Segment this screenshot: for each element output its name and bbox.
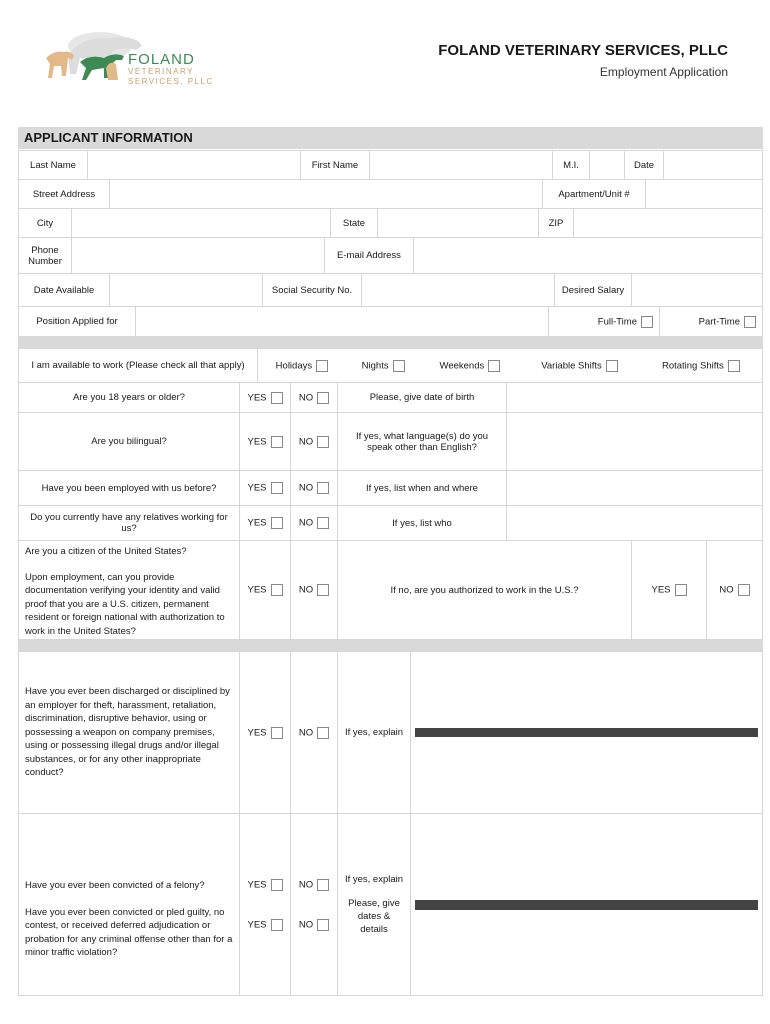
row-position: [18, 306, 763, 337]
ssn-input[interactable]: [362, 274, 555, 307]
date-available-label: Date Available: [19, 274, 110, 307]
felony-q1: Have you ever been convicted of a felony?: [25, 880, 205, 892]
company-title: FOLAND VETERINARY SERVICES, PLLC: [438, 42, 728, 59]
no-label: NO: [298, 482, 314, 494]
yes-label: YES: [247, 727, 267, 739]
first-name-input[interactable]: [370, 151, 553, 180]
yes-checkbox[interactable]: [271, 517, 283, 529]
q18-label: Are you 18 years or older?: [19, 383, 240, 413]
row-date-available: [18, 273, 763, 307]
no-label: NO: [298, 436, 314, 448]
position-label: Position Applied for: [19, 307, 136, 337]
email-input[interactable]: [414, 238, 763, 274]
question-row: [19, 506, 763, 541]
no-checkbox[interactable]: [317, 517, 329, 529]
relatives-follow-input[interactable]: [507, 506, 763, 541]
discharged-label: Have you ever been discharged or disciplined by an employer for theft, harassment, retaliation, discrimination, disruptive behavior, using or possessing a weapon on company premises, using or possessing illegal drugs and/or illegal substances, or for any other inappropriate conduct?: [19, 652, 240, 814]
city-input[interactable]: [72, 209, 331, 238]
yes-checkbox[interactable]: [271, 727, 283, 739]
email-label: E-mail Address: [325, 238, 414, 274]
last-name-input[interactable]: [88, 151, 301, 180]
q18-follow-input[interactable]: [507, 383, 763, 413]
separator-bar: [18, 336, 763, 348]
bilingual-follow-label: If yes, what language(s) do you speak other than English?: [338, 413, 507, 471]
part-time-label: Part-Time: [698, 316, 740, 328]
discharged-explain-label: If yes, explain: [338, 652, 411, 814]
date-input[interactable]: [664, 151, 763, 180]
yes-checkbox[interactable]: [271, 392, 283, 404]
separator-bar-2: [18, 640, 763, 651]
citizen-no: [291, 541, 338, 640]
authorized-no: [707, 541, 763, 640]
citizen-q1: Are you a citizen of the United States?: [25, 546, 187, 557]
felony-label: [19, 814, 240, 996]
no-checkbox[interactable]: [317, 436, 329, 448]
phone-input[interactable]: [72, 238, 325, 274]
phone-label-1: Phone: [31, 244, 59, 256]
phone-label-2: Number: [28, 255, 62, 267]
variable-cell: [519, 349, 639, 383]
street-input[interactable]: [110, 180, 543, 209]
no-label: NO: [298, 919, 314, 931]
employed-follow-input[interactable]: [507, 471, 763, 506]
yes-label: YES: [247, 392, 267, 404]
part-time-checkbox[interactable]: [744, 316, 756, 328]
felony-no: [291, 814, 338, 996]
yes-label: YES: [247, 584, 267, 596]
nights-label: Nights: [361, 360, 389, 372]
date-label: Date: [625, 151, 664, 180]
discharged-explain-lines[interactable]: [411, 652, 763, 814]
ssn-label: Social Security No.: [263, 274, 362, 307]
rotating-checkbox[interactable]: [728, 360, 740, 372]
discharged-yes: [240, 652, 291, 814]
street-label: Street Address: [19, 180, 110, 209]
no-checkbox[interactable]: [738, 584, 750, 596]
yes-label: YES: [247, 517, 267, 529]
phone-label: [19, 238, 72, 274]
relatives-no: [291, 506, 338, 541]
row-name: [18, 150, 763, 180]
yes-label: YES: [247, 879, 267, 891]
state-label: State: [331, 209, 378, 238]
felony-explain-cell: [338, 814, 411, 996]
felony-explain-label: If yes, explain: [344, 873, 404, 885]
felony-table: [18, 813, 763, 996]
relatives-follow-label: If yes, list who: [338, 506, 507, 541]
row-street: [18, 179, 763, 209]
full-time-cell: [549, 307, 660, 337]
variable-checkbox[interactable]: [606, 360, 618, 372]
employed-no: [291, 471, 338, 506]
rotating-cell: [640, 349, 763, 383]
zip-input[interactable]: [574, 209, 763, 238]
q18-no: [291, 383, 338, 413]
question-row: [19, 383, 763, 413]
answer-line: [415, 736, 758, 737]
availability-label: I am available to work (Please check all that apply): [19, 349, 258, 383]
no-checkbox[interactable]: [317, 879, 329, 891]
yes-checkbox[interactable]: [271, 436, 283, 448]
position-input[interactable]: [136, 307, 549, 337]
state-input[interactable]: [378, 209, 539, 238]
weekends-checkbox[interactable]: [488, 360, 500, 372]
mi-label: M.I.: [553, 151, 590, 180]
weekends-cell: [420, 349, 519, 383]
last-name-label: Last Name: [19, 151, 88, 180]
no-checkbox[interactable]: [317, 482, 329, 494]
citizen-q2: Upon employment, can you provide documentation verifying your identity and valid proof that you are a U.S. citizen, permanent resident or foreign national with authorization to work in the United States?: [25, 571, 225, 637]
full-time-checkbox[interactable]: [641, 316, 653, 328]
bilingual-follow-input[interactable]: [507, 413, 763, 471]
no-checkbox[interactable]: [317, 584, 329, 596]
holidays-cell: [258, 349, 346, 383]
zip-label: ZIP: [539, 209, 574, 238]
felony-explain-lines[interactable]: [411, 814, 763, 996]
row-city: [18, 208, 763, 238]
relatives-label: Do you currently have any relatives working for us?: [19, 506, 240, 541]
yes-checkbox[interactable]: [271, 482, 283, 494]
authorized-yes: [632, 541, 707, 640]
no-label: NO: [719, 584, 734, 596]
questions-table: [18, 382, 763, 541]
felony-yes: [240, 814, 291, 996]
apt-input[interactable]: [646, 180, 763, 209]
nights-checkbox[interactable]: [393, 360, 405, 372]
question-row: [19, 471, 763, 506]
part-time-cell: [660, 307, 763, 337]
q18-yes: [240, 383, 291, 413]
logo-sub2: SERVICES, PLLC: [128, 77, 214, 86]
discharged-table: [18, 651, 763, 814]
felony-q2: Have you ever been convicted or pled guilty, no contest, or received deferred adjudication or probation for any criminal offense other than for a minor traffic violation?: [25, 906, 233, 959]
no-label: NO: [298, 584, 314, 596]
yes-label: YES: [247, 482, 267, 494]
weekends-label: Weekends: [439, 360, 485, 372]
form-subtitle: Employment Application: [599, 65, 728, 79]
city-label: City: [19, 209, 72, 238]
no-checkbox[interactable]: [317, 392, 329, 404]
section-applicant-info: APPLICANT INFORMATION: [18, 127, 763, 149]
first-name-label: First Name: [301, 151, 370, 180]
rotating-label: Rotating Shifts: [661, 360, 724, 372]
q18-follow-label: Please, give date of birth: [338, 383, 507, 413]
no-label: NO: [298, 727, 314, 739]
yes-checkbox[interactable]: [271, 879, 283, 891]
no-label: NO: [298, 392, 314, 404]
date-available-input[interactable]: [110, 274, 263, 307]
employed-follow-label: If yes, list when and where: [338, 471, 507, 506]
yes-checkbox[interactable]: [271, 584, 283, 596]
felony-dates-label: Please, give dates & details: [348, 897, 400, 935]
mi-input[interactable]: [590, 151, 625, 180]
salary-input[interactable]: [632, 274, 763, 307]
yes-label: YES: [247, 436, 267, 448]
answer-lines: [411, 720, 762, 745]
authorized-label: If no, are you authorized to work in the U.S.?: [338, 541, 632, 640]
no-label: NO: [298, 879, 314, 891]
full-time-label: Full-Time: [597, 316, 637, 328]
nights-cell: [346, 349, 421, 383]
salary-label: Desired Salary: [555, 274, 632, 307]
apt-label: Apartment/Unit #: [543, 180, 646, 209]
citizen-table: [18, 540, 763, 640]
no-checkbox[interactable]: [317, 919, 329, 931]
employed-yes: [240, 471, 291, 506]
answer-lines: [411, 892, 762, 918]
bilingual-no: [291, 413, 338, 471]
discharged-no: [291, 652, 338, 814]
logo-text: [128, 52, 214, 87]
answer-line: [415, 909, 758, 910]
citizen-label: [19, 541, 240, 640]
yes-checkbox[interactable]: [271, 919, 283, 931]
bilingual-label: Are you bilingual?: [19, 413, 240, 471]
employed-label: Have you been employed with us before?: [19, 471, 240, 506]
no-checkbox[interactable]: [317, 727, 329, 739]
yes-checkbox[interactable]: [675, 584, 687, 596]
row-phone: [18, 237, 763, 274]
yes-label: YES: [651, 584, 671, 596]
holidays-label: Holidays: [275, 360, 313, 372]
yes-label: YES: [247, 919, 267, 931]
variable-label: Variable Shifts: [541, 360, 602, 372]
question-row: [19, 413, 763, 471]
logo-main: FOLAND: [128, 51, 195, 68]
logo-sub1: VETERINARY: [128, 67, 194, 76]
relatives-yes: [240, 506, 291, 541]
no-label: NO: [298, 517, 314, 529]
row-availability: [18, 348, 763, 383]
citizen-yes: [240, 541, 291, 640]
holidays-checkbox[interactable]: [316, 360, 328, 372]
bilingual-yes: [240, 413, 291, 471]
